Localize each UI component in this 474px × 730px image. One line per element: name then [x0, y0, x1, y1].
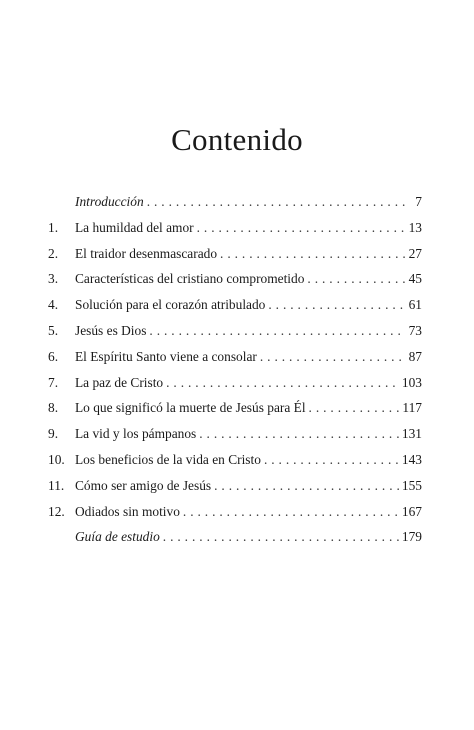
toc-number: 1.: [48, 219, 59, 235]
toc-entry-2[interactable]: [48, 246, 422, 272]
toc-title: Jesús es Dios: [75, 322, 147, 338]
toc-title: Odiados sin motivo: [75, 503, 180, 519]
toc-entry-6[interactable]: [48, 349, 422, 375]
toc-title: La humildad del amor: [75, 219, 194, 235]
dot-leader: [214, 478, 399, 494]
toc-page-number: 167: [401, 503, 422, 519]
toc-page-number: 143: [401, 451, 422, 467]
dot-leader: [166, 375, 399, 391]
toc-page-number: 131: [401, 426, 422, 442]
toc-page-number: 13: [408, 219, 422, 235]
toc-title: El Espíritu Santo viene a consolar: [75, 348, 257, 364]
toc-title: Guía de estudio: [75, 529, 160, 545]
toc-page-number: 179: [401, 529, 422, 545]
toc-entry-guia-de-estudio[interactable]: [48, 529, 422, 555]
toc-number: 2.: [48, 245, 59, 261]
toc-number: 10.: [48, 451, 65, 467]
toc-entry-4[interactable]: [48, 297, 422, 323]
toc-title: El traidor desenmascarado: [75, 245, 218, 261]
toc-page-number: 87: [408, 348, 422, 364]
toc-page-number: 7: [415, 194, 422, 209]
toc-number: 5.: [48, 322, 59, 338]
toc-entry-7[interactable]: [48, 375, 422, 401]
dot-leader: [183, 504, 399, 520]
toc-title: La vid y los pámpanos: [75, 426, 197, 442]
toc-entry-5[interactable]: [48, 323, 422, 349]
toc-page-number: 117: [402, 400, 422, 416]
toc-entry-introduccion[interactable]: [48, 194, 422, 220]
dot-leader: [264, 452, 399, 468]
toc-number: 7.: [48, 374, 59, 390]
toc-entry-8[interactable]: [48, 400, 422, 426]
toc-number: 12.: [48, 503, 65, 519]
toc-page-number: 27: [408, 245, 422, 261]
toc-title: Los beneficios de la vida en Cristo: [75, 451, 261, 467]
toc-entry-12[interactable]: [48, 504, 422, 530]
dot-leader: [260, 349, 405, 365]
toc-title: Introducción: [75, 194, 144, 209]
table-of-contents: [48, 194, 422, 555]
toc-number: 11.: [48, 477, 65, 493]
page-title: Contenido: [171, 122, 303, 157]
dot-leader: [163, 529, 399, 545]
toc-page-number: 155: [401, 477, 422, 493]
toc-title: Solución para el corazón atribulado: [75, 297, 266, 313]
toc-number: 8.: [48, 400, 59, 416]
toc-page-number: 73: [408, 322, 422, 338]
toc-title: Características del cristiano comprometido: [75, 271, 305, 287]
dot-leader: [307, 271, 405, 287]
toc-entry-1[interactable]: [48, 220, 422, 246]
dot-leader: [149, 323, 405, 339]
toc-entry-10[interactable]: [48, 452, 422, 478]
dot-leader: [147, 194, 405, 210]
toc-title: Lo que significó la muerte de Jesús para Él: [75, 400, 306, 416]
toc-page-number: 45: [408, 271, 422, 287]
toc-page-number: 61: [408, 297, 422, 313]
dot-leader: [197, 220, 405, 236]
toc-page-number: 103: [401, 374, 422, 390]
toc-entry-11[interactable]: [48, 478, 422, 504]
toc-entry-3[interactable]: [48, 271, 422, 297]
dot-leader: [309, 400, 400, 416]
toc-entry-9[interactable]: [48, 426, 422, 452]
dot-leader: [199, 426, 399, 442]
toc-title: Cómo ser amigo de Jesús: [75, 477, 212, 493]
toc-number: 4.: [48, 297, 59, 313]
dot-leader: [220, 246, 405, 262]
toc-number: 3.: [48, 271, 59, 287]
toc-title: La paz de Cristo: [75, 374, 164, 390]
dot-leader: [268, 297, 405, 313]
toc-number: 9.: [48, 426, 59, 442]
toc-number: 6.: [48, 348, 59, 364]
